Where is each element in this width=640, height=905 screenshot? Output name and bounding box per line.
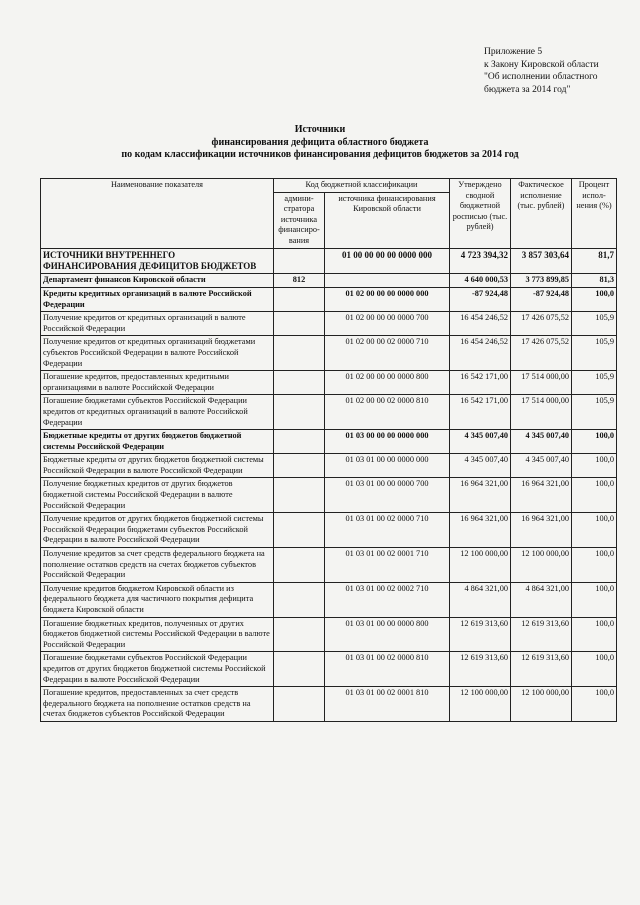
row-name: Бюджетные кредиты от других бюджетов бюджетной системы Российской Федерации в валюте Российской Федерации: [41, 454, 274, 478]
row-admin: [274, 248, 325, 274]
table-row: [41, 430, 617, 454]
row-name: Погашение кредитов, предоставленных кредитными организациями в валюте Российской Федерации: [41, 371, 274, 395]
row-approved: 16 964 321,00: [450, 513, 511, 548]
row-admin: [274, 652, 325, 687]
row-code: 01 03 01 00 02 0000 710: [325, 513, 450, 548]
row-name: Бюджетные кредиты от других бюджетов бюджетной системы Российской Федерации: [41, 430, 274, 454]
row-actual: 12 619 313,60: [511, 617, 572, 652]
row-admin: [274, 430, 325, 454]
row-name: Погашение бюджетами субъектов Российской Федерации кредитов от других бюджетов бюджетной системы Российской Федерации в валюте Российской Федерации: [41, 652, 274, 687]
appendix-line: Приложение 5: [484, 47, 543, 57]
row-name: Получение кредитов бюджетом Кировской области из федерального бюджета для частичного покрытия дефицита бюджета Кировской области: [41, 582, 274, 617]
table-row: [41, 478, 617, 513]
row-percent: 100,0: [572, 617, 617, 652]
row-actual: -87 924,48: [511, 287, 572, 311]
row-percent: 100,0: [572, 287, 617, 311]
row-code: 01 03 01 00 02 0002 710: [325, 582, 450, 617]
row-code: 01 03 01 00 02 0001 810: [325, 687, 450, 722]
row-percent: 100,0: [572, 687, 617, 722]
row-code: 01 03 01 00 02 0000 810: [325, 652, 450, 687]
header-admin: админи-стратора источника финансиро-вания: [274, 192, 325, 248]
row-approved: 12 619 313,60: [450, 617, 511, 652]
table-row: [41, 687, 617, 722]
row-admin: [274, 395, 325, 430]
row-actual: 12 100 000,00: [511, 548, 572, 583]
row-percent: 81,7: [572, 248, 617, 274]
row-code: 01 02 00 00 00 0000 800: [325, 371, 450, 395]
row-approved: 16 964 321,00: [450, 478, 511, 513]
appendix-line: к Закону Кировской области: [484, 59, 599, 70]
row-actual: 4 345 007,40: [511, 430, 572, 454]
sources-table: [40, 178, 617, 722]
row-percent: 105,9: [572, 371, 617, 395]
appendix-line: бюджета за 2014 год": [484, 84, 571, 95]
table-row: [41, 395, 617, 430]
row-percent: 100,0: [572, 513, 617, 548]
appendix-note: [484, 46, 634, 96]
title-line: по кодам классификации источников финансирования дефицитов бюджетов за 2014 год: [121, 149, 519, 160]
row-code: 01 03 01 00 00 0000 800: [325, 617, 450, 652]
row-approved: -87 924,48: [450, 287, 511, 311]
row-percent: 100,0: [572, 454, 617, 478]
row-percent: 100,0: [572, 430, 617, 454]
row-approved: 16 542 171,00: [450, 371, 511, 395]
appendix-line: "Об исполнении областного: [484, 72, 598, 82]
row-admin: [274, 582, 325, 617]
row-percent: 100,0: [572, 582, 617, 617]
row-admin: [274, 454, 325, 478]
row-name: ИСТОЧНИКИ ВНУТРЕННЕГО ФИНАНСИРОВАНИЯ ДЕФИЦИТОВ БЮДЖЕТОВ: [41, 248, 274, 274]
row-admin: [274, 312, 325, 336]
document-title: [0, 124, 640, 162]
row-actual: 17 426 075,52: [511, 336, 572, 371]
table-row: [41, 652, 617, 687]
title-line: Источники: [294, 124, 346, 135]
row-actual: 17 514 000,00: [511, 395, 572, 430]
row-admin: [274, 548, 325, 583]
table-row: [41, 617, 617, 652]
table-row: [41, 274, 617, 288]
row-admin: [274, 371, 325, 395]
row-percent: 105,9: [572, 312, 617, 336]
row-approved: 16 454 246,52: [450, 336, 511, 371]
header-source: источника финансирования Кировской области: [325, 192, 450, 248]
row-percent: 81,3: [572, 274, 617, 288]
table-row: [41, 371, 617, 395]
row-code: 01 00 00 00 00 0000 000: [325, 248, 450, 274]
row-approved: 4 345 007,40: [450, 454, 511, 478]
row-admin: [274, 336, 325, 371]
row-approved: 4 723 394,32: [450, 248, 511, 274]
header-actual: Фактическое исполнение (тыс. рублей): [511, 179, 572, 249]
row-admin: 812: [274, 274, 325, 288]
row-approved: 4 864 321,00: [450, 582, 511, 617]
row-code: 01 03 00 00 00 0000 000: [325, 430, 450, 454]
table-row: [41, 513, 617, 548]
header-percent: Процент испол-нения (%): [572, 179, 617, 249]
table-row: [41, 548, 617, 583]
row-actual: 17 514 000,00: [511, 371, 572, 395]
row-name: Департамент финансов Кировской области: [41, 274, 274, 288]
title-line: финансирования дефицита областного бюджета: [211, 136, 429, 148]
header-approved: Утверждено сводной бюджетной росписью (тыс. рублей): [450, 179, 511, 249]
row-approved: 12 619 313,60: [450, 652, 511, 687]
table-row: [41, 287, 617, 311]
row-actual: 17 426 075,52: [511, 312, 572, 336]
row-admin: [274, 617, 325, 652]
row-actual: 3 773 899,85: [511, 274, 572, 288]
row-actual: 12 619 313,60: [511, 652, 572, 687]
row-code: 01 02 00 00 00 0000 000: [325, 287, 450, 311]
row-admin: [274, 287, 325, 311]
row-percent: 105,9: [572, 336, 617, 371]
row-actual: 4 345 007,40: [511, 454, 572, 478]
row-name: Получение кредитов от других бюджетов бюджетной системы Российской Федерации бюджетами субъектов Российской Федерации в валюте Российской Федерации: [41, 513, 274, 548]
row-name: Получение кредитов от кредитных организаций в валюте Российской Федерации: [41, 312, 274, 336]
row-name: Получение бюджетных кредитов от других бюджетов бюджетной системы Российской Федерации в валюте Российской Федерации: [41, 478, 274, 513]
table-row: [41, 336, 617, 371]
row-percent: 100,0: [572, 548, 617, 583]
row-percent: 100,0: [572, 478, 617, 513]
header-code-group: Код бюджетной классификации: [274, 179, 450, 193]
row-code: [325, 274, 450, 288]
row-approved: 16 454 246,52: [450, 312, 511, 336]
row-approved: 12 100 000,00: [450, 687, 511, 722]
row-name: Получение кредитов за счет средств федерального бюджета на пополнение остатков средств на счетах бюджетов субъектов Российской Федерации: [41, 548, 274, 583]
row-percent: 105,9: [572, 395, 617, 430]
table-row: [41, 312, 617, 336]
table-row: [41, 248, 617, 274]
row-code: 01 02 00 00 00 0000 700: [325, 312, 450, 336]
row-actual: 16 964 321,00: [511, 513, 572, 548]
row-actual: 4 864 321,00: [511, 582, 572, 617]
row-name: Погашение кредитов, предоставленных за счет средств федерального бюджета на пополнение остатков средств на счетах бюджетов субъектов Российской Федерации: [41, 687, 274, 722]
row-approved: 16 542 171,00: [450, 395, 511, 430]
row-code: 01 03 01 00 02 0001 710: [325, 548, 450, 583]
table-row: [41, 454, 617, 478]
header-name: Наименование показателя: [41, 179, 274, 249]
row-actual: 12 100 000,00: [511, 687, 572, 722]
row-admin: [274, 687, 325, 722]
row-name: Получение кредитов от кредитных организаций бюджетами субъектов Российской Федерации в валюте Российской Федерации: [41, 336, 274, 371]
row-approved: 12 100 000,00: [450, 548, 511, 583]
row-code: 01 02 00 00 02 0000 710: [325, 336, 450, 371]
row-code: 01 02 00 00 02 0000 810: [325, 395, 450, 430]
row-name: Погашение бюджетами субъектов Российской Федерации кредитов от кредитных организаций в валюте Российской Федерации: [41, 395, 274, 430]
row-approved: 4 345 007,40: [450, 430, 511, 454]
row-admin: [274, 478, 325, 513]
row-code: 01 03 01 00 00 0000 700: [325, 478, 450, 513]
row-name: Погашение бюджетных кредитов, полученных от других бюджетов бюджетной системы Российской Федерации в валюте Российской Федерации: [41, 617, 274, 652]
row-admin: [274, 513, 325, 548]
row-percent: 100,0: [572, 652, 617, 687]
row-actual: 3 857 303,64: [511, 248, 572, 274]
row-approved: 4 640 000,53: [450, 274, 511, 288]
row-name: Кредиты кредитных организаций в валюте Российской Федерации: [41, 287, 274, 311]
table-row: [41, 582, 617, 617]
row-actual: 16 964 321,00: [511, 478, 572, 513]
row-code: 01 03 01 00 00 0000 000: [325, 454, 450, 478]
